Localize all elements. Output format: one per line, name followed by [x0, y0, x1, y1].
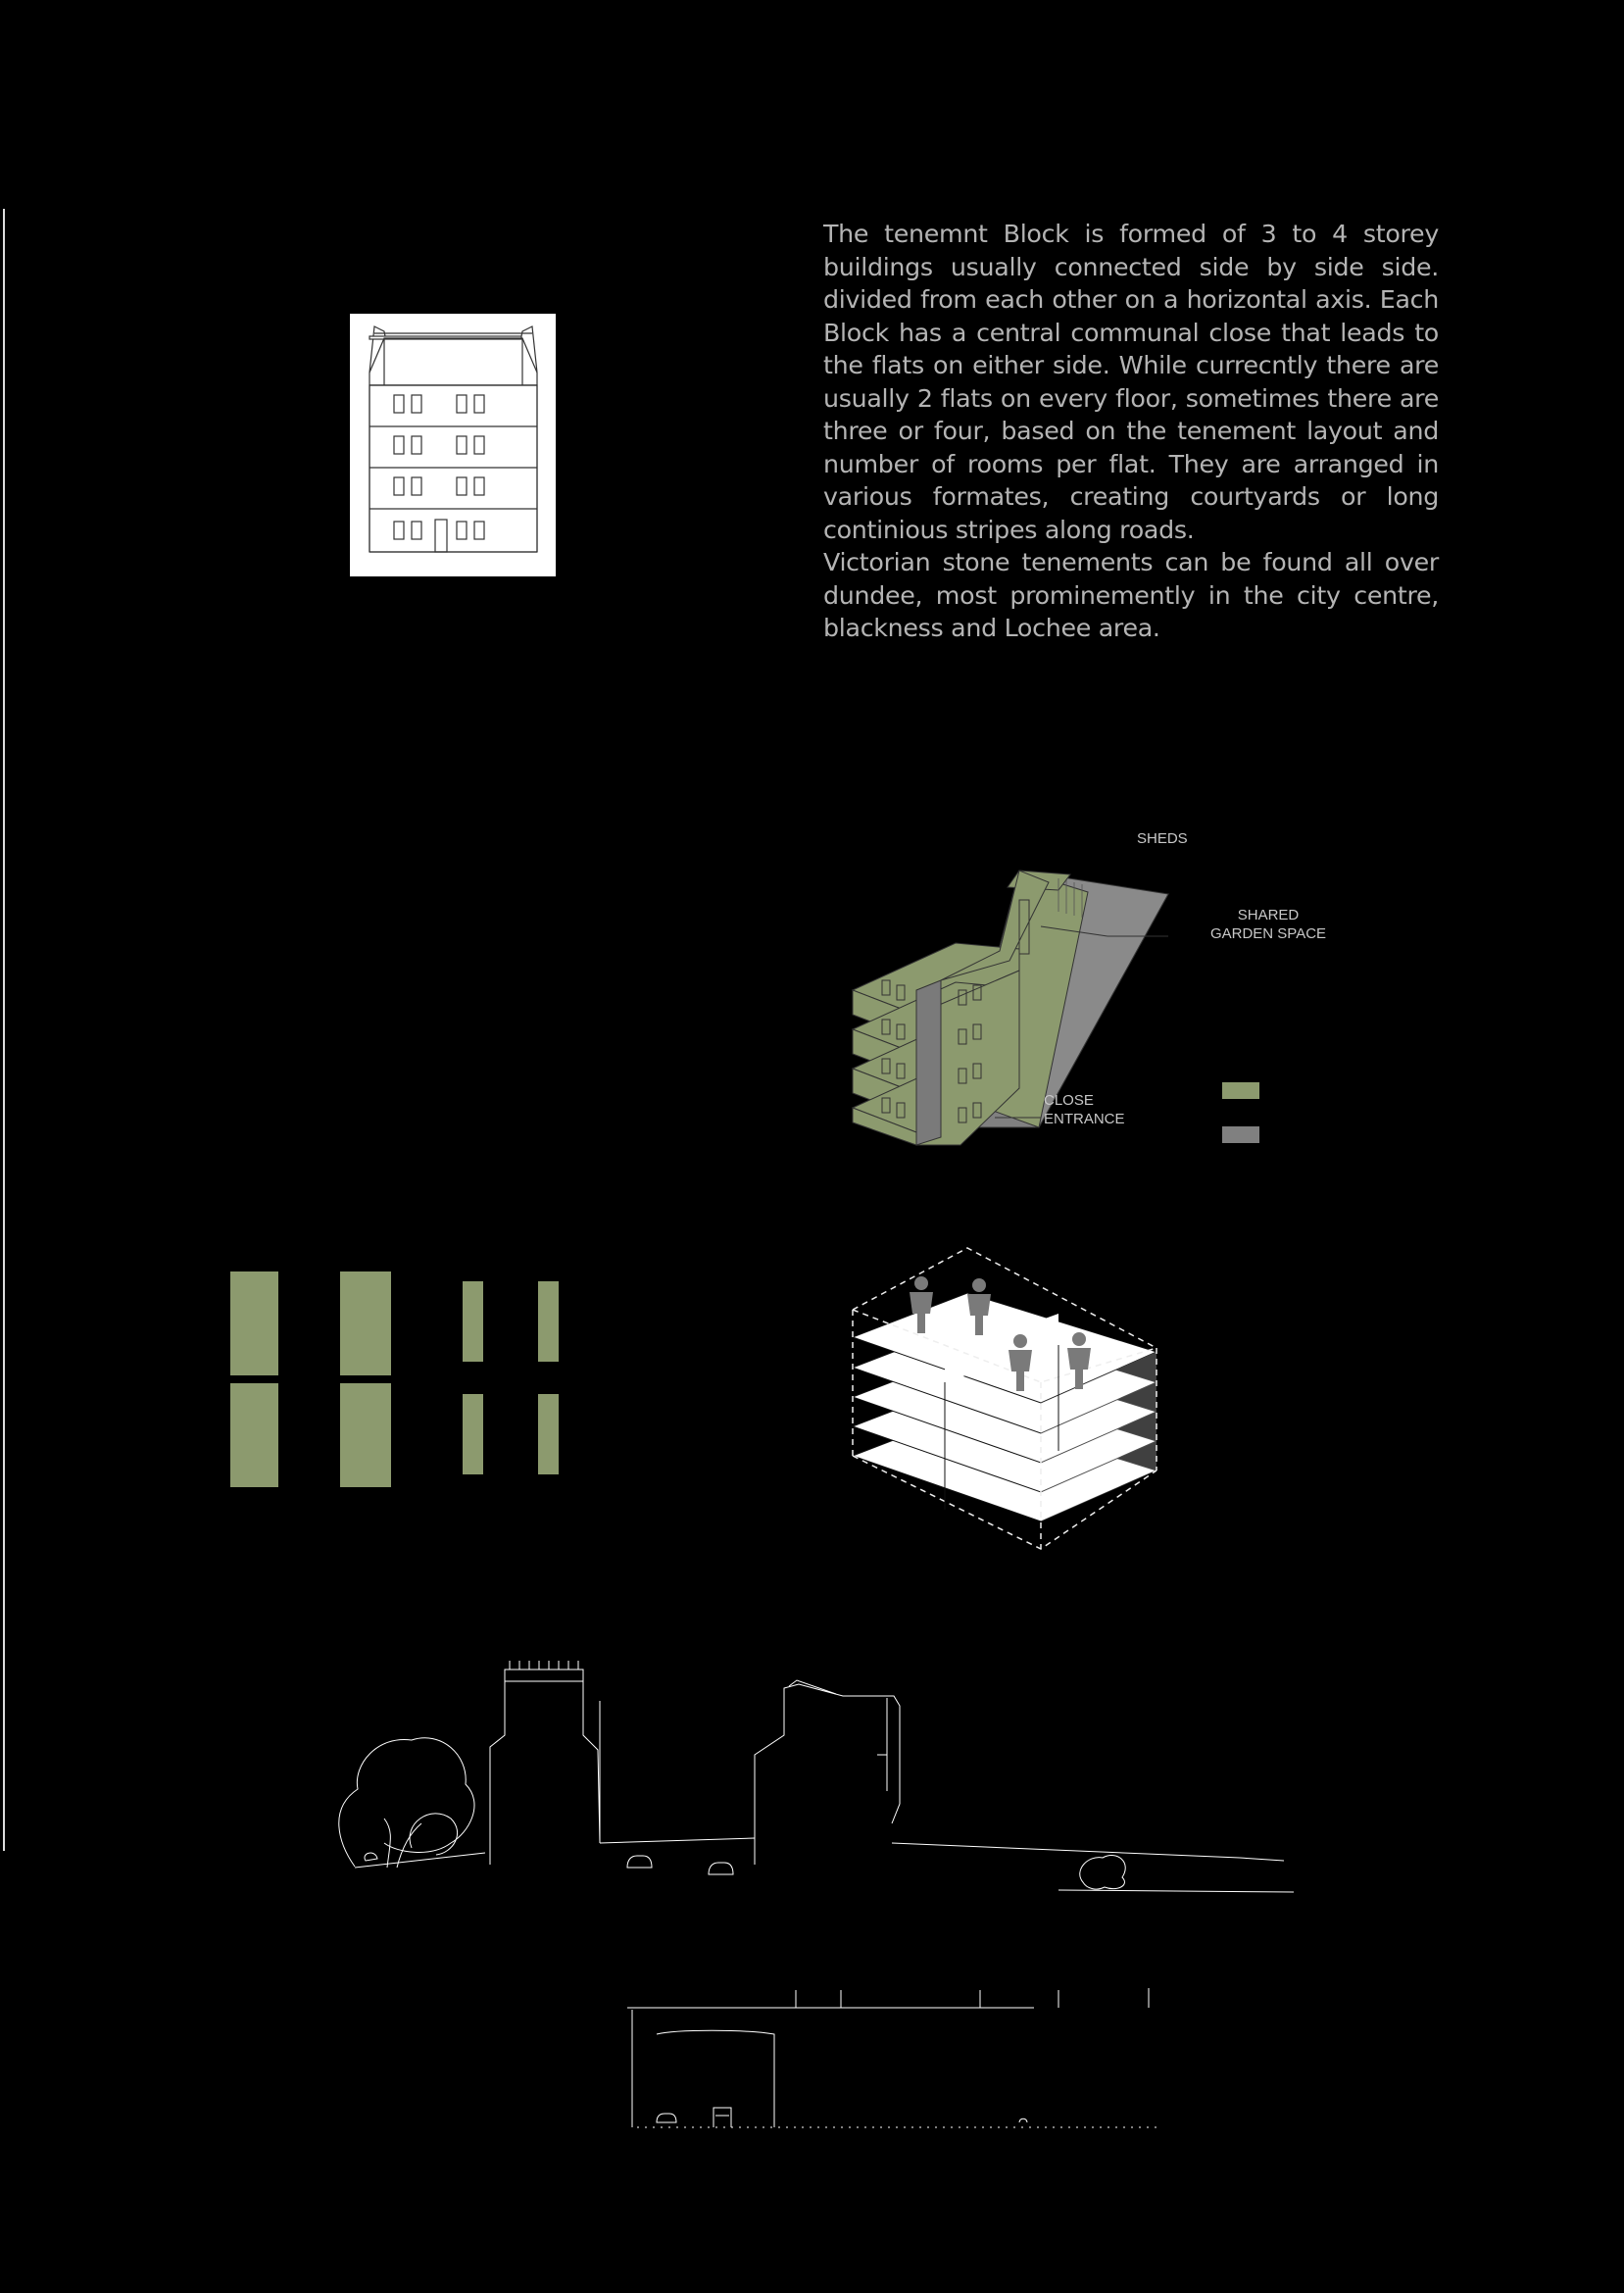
legend-flat-swatch [1222, 1082, 1259, 1099]
sheds-label: SHEDS [1137, 830, 1188, 847]
garden-label [1205, 906, 1332, 943]
description-paragraph-2: Victorian stone tenements can be found all over dundee, most prominemently in the city centre, blackness and Lochee area. [823, 548, 1439, 642]
tree-icon [339, 1738, 474, 1868]
description-paragraph-1: The tenemnt Block is formed of 3 to 4 storey buildings usually connected side by side side. divided from each other on a horizontal axis. Each Block has a central communal close that leads to the flats on either side. While currecntly there are usually 2 flats on every floor, sometimes there are three or four, based on the tenement layout and number of rooms per flat. They are arranged in various formates, creating courtyards or long continious stripes along roads. [823, 220, 1439, 544]
street-section-drawing [339, 1661, 1294, 2127]
garden-label-line-1: SHARED [1237, 907, 1300, 923]
floor-stack-diagram [853, 1248, 1156, 1549]
flat-layout-blocks [230, 1271, 559, 1487]
close-entrance-label [1044, 1091, 1125, 1128]
legend-close-swatch [1222, 1126, 1259, 1143]
car-icon [627, 1856, 733, 1874]
garden-label-line-2: GARDEN SPACE [1209, 925, 1327, 942]
close-label-line-2: ENTRANCE [1044, 1111, 1125, 1127]
tenement-elevation-icon [350, 314, 556, 576]
close-stair [916, 980, 941, 1145]
close-label-line-1: CLOSE [1044, 1092, 1094, 1109]
